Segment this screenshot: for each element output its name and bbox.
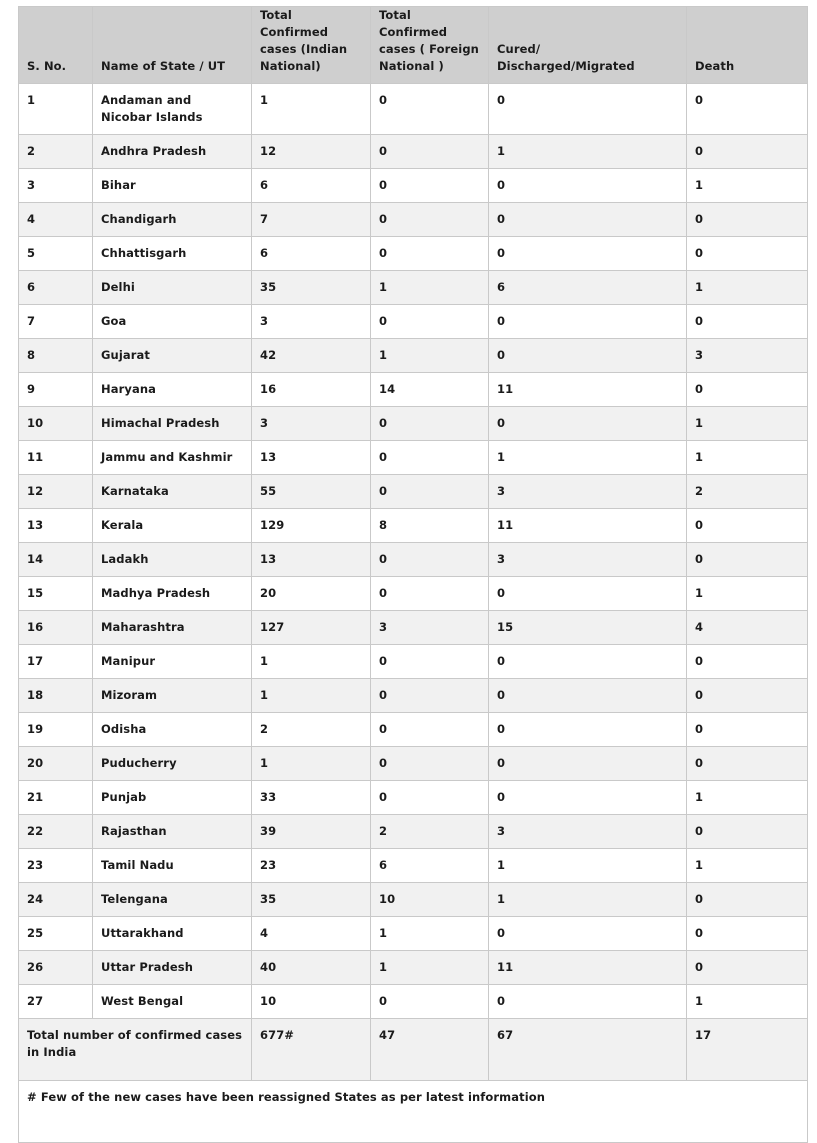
covid-state-table-container	[18, 6, 807, 1143]
cured-cell: 3	[489, 543, 687, 577]
serial-number-cell: 21	[19, 781, 93, 815]
foreign-cases-cell: 1	[371, 271, 489, 305]
total-foreign-cases: 47	[371, 1019, 489, 1081]
footnote-text: # Few of the new cases have been reassigned States as per latest information	[19, 1081, 808, 1143]
serial-number-cell: 10	[19, 407, 93, 441]
death-cell: 0	[687, 951, 808, 985]
indian-cases-cell: 1	[252, 84, 371, 135]
cured-cell: 3	[489, 815, 687, 849]
table-row	[19, 951, 808, 985]
state-name-cell: Maharashtra	[93, 611, 252, 645]
cured-cell: 0	[489, 747, 687, 781]
foreign-cases-cell: 0	[371, 407, 489, 441]
table-row	[19, 441, 808, 475]
table-row	[19, 135, 808, 169]
serial-number-cell: 20	[19, 747, 93, 781]
cured-cell: 0	[489, 305, 687, 339]
death-cell: 0	[687, 543, 808, 577]
serial-number-cell: 11	[19, 441, 93, 475]
death-cell: 1	[687, 407, 808, 441]
death-cell: 1	[687, 577, 808, 611]
state-name-cell: Jammu and Kashmir	[93, 441, 252, 475]
cured-cell: 6	[489, 271, 687, 305]
cured-cell: 0	[489, 339, 687, 373]
foreign-cases-cell: 0	[371, 577, 489, 611]
table-row	[19, 475, 808, 509]
cured-cell: 3	[489, 475, 687, 509]
serial-number-cell: 14	[19, 543, 93, 577]
cured-cell: 0	[489, 985, 687, 1019]
foreign-cases-cell: 0	[371, 645, 489, 679]
table-row	[19, 849, 808, 883]
foreign-cases-cell: 0	[371, 203, 489, 237]
death-cell: 0	[687, 917, 808, 951]
state-name-cell: Goa	[93, 305, 252, 339]
cured-cell: 0	[489, 84, 687, 135]
indian-cases-cell: 3	[252, 305, 371, 339]
state-name-cell: Chandigarh	[93, 203, 252, 237]
table-row	[19, 305, 808, 339]
state-name-cell: Bihar	[93, 169, 252, 203]
serial-number-cell: 12	[19, 475, 93, 509]
table-row	[19, 883, 808, 917]
cured-cell: 0	[489, 781, 687, 815]
death-cell: 0	[687, 305, 808, 339]
foreign-cases-cell: 14	[371, 373, 489, 407]
foreign-cases-cell: 8	[371, 509, 489, 543]
cured-cell: 11	[489, 509, 687, 543]
table-row	[19, 237, 808, 271]
serial-number-cell: 27	[19, 985, 93, 1019]
serial-number-cell: 16	[19, 611, 93, 645]
death-cell: 2	[687, 475, 808, 509]
cured-cell: 0	[489, 679, 687, 713]
cured-cell: 0	[489, 645, 687, 679]
table-row	[19, 781, 808, 815]
table-row	[19, 917, 808, 951]
cured-cell: 1	[489, 849, 687, 883]
covid-state-table	[18, 6, 808, 1143]
cured-cell: 0	[489, 713, 687, 747]
death-cell: 1	[687, 169, 808, 203]
cured-cell: 11	[489, 951, 687, 985]
state-name-cell: Uttar Pradesh	[93, 951, 252, 985]
foreign-cases-cell: 0	[371, 747, 489, 781]
foreign-cases-cell: 1	[371, 951, 489, 985]
cured-cell: 0	[489, 577, 687, 611]
indian-cases-cell: 2	[252, 713, 371, 747]
foreign-cases-cell: 0	[371, 305, 489, 339]
indian-cases-cell: 3	[252, 407, 371, 441]
cured-cell: 1	[489, 135, 687, 169]
death-cell: 0	[687, 373, 808, 407]
state-name-cell: Uttarakhand	[93, 917, 252, 951]
serial-number-cell: 15	[19, 577, 93, 611]
foreign-cases-cell: 0	[371, 237, 489, 271]
total-row	[19, 1019, 808, 1081]
state-name-cell: Himachal Pradesh	[93, 407, 252, 441]
state-name-cell: Mizoram	[93, 679, 252, 713]
state-name-cell: Telengana	[93, 883, 252, 917]
header-cured: Cured/ Discharged/Migrated	[489, 7, 687, 84]
table-body	[19, 84, 808, 1143]
serial-number-cell: 17	[19, 645, 93, 679]
state-name-cell: Kerala	[93, 509, 252, 543]
state-name-cell: West Bengal	[93, 985, 252, 1019]
serial-number-cell: 18	[19, 679, 93, 713]
serial-number-cell: 2	[19, 135, 93, 169]
foreign-cases-cell: 0	[371, 679, 489, 713]
state-name-cell: Karnataka	[93, 475, 252, 509]
death-cell: 0	[687, 645, 808, 679]
death-cell: 0	[687, 815, 808, 849]
indian-cases-cell: 55	[252, 475, 371, 509]
state-name-cell: Gujarat	[93, 339, 252, 373]
serial-number-cell: 1	[19, 84, 93, 135]
cured-cell: 1	[489, 883, 687, 917]
state-name-cell: Andaman and Nicobar Islands	[93, 84, 252, 135]
cured-cell: 1	[489, 441, 687, 475]
indian-cases-cell: 1	[252, 679, 371, 713]
serial-number-cell: 4	[19, 203, 93, 237]
foreign-cases-cell: 0	[371, 135, 489, 169]
foreign-cases-cell: 0	[371, 985, 489, 1019]
indian-cases-cell: 1	[252, 747, 371, 781]
death-cell: 0	[687, 203, 808, 237]
serial-number-cell: 25	[19, 917, 93, 951]
table-row	[19, 271, 808, 305]
total-indian-cases: 677#	[252, 1019, 371, 1081]
foreign-cases-cell: 1	[371, 339, 489, 373]
indian-cases-cell: 16	[252, 373, 371, 407]
state-name-cell: Odisha	[93, 713, 252, 747]
death-cell: 0	[687, 237, 808, 271]
serial-number-cell: 6	[19, 271, 93, 305]
serial-number-cell: 22	[19, 815, 93, 849]
table-row	[19, 373, 808, 407]
indian-cases-cell: 40	[252, 951, 371, 985]
serial-number-cell: 7	[19, 305, 93, 339]
serial-number-cell: 13	[19, 509, 93, 543]
state-name-cell: Andhra Pradesh	[93, 135, 252, 169]
foreign-cases-cell: 10	[371, 883, 489, 917]
death-cell: 0	[687, 84, 808, 135]
header-foreign-cases: Total Confirmed cases ( Foreign National )	[371, 7, 489, 84]
state-name-cell: Haryana	[93, 373, 252, 407]
indian-cases-cell: 1	[252, 645, 371, 679]
state-name-cell: Delhi	[93, 271, 252, 305]
foreign-cases-cell: 0	[371, 543, 489, 577]
cured-cell: 15	[489, 611, 687, 645]
table-row	[19, 169, 808, 203]
indian-cases-cell: 4	[252, 917, 371, 951]
serial-number-cell: 3	[19, 169, 93, 203]
indian-cases-cell: 23	[252, 849, 371, 883]
cured-cell: 11	[489, 373, 687, 407]
header-indian-cases: Total Confirmed cases (Indian National)	[252, 7, 371, 84]
table-row	[19, 611, 808, 645]
indian-cases-cell: 10	[252, 985, 371, 1019]
serial-number-cell: 23	[19, 849, 93, 883]
foreign-cases-cell: 3	[371, 611, 489, 645]
death-cell: 0	[687, 883, 808, 917]
indian-cases-cell: 7	[252, 203, 371, 237]
state-name-cell: Tamil Nadu	[93, 849, 252, 883]
foreign-cases-cell: 0	[371, 475, 489, 509]
indian-cases-cell: 12	[252, 135, 371, 169]
table-row	[19, 645, 808, 679]
death-cell: 0	[687, 747, 808, 781]
indian-cases-cell: 127	[252, 611, 371, 645]
table-header-row	[19, 7, 808, 84]
foreign-cases-cell: 0	[371, 781, 489, 815]
indian-cases-cell: 6	[252, 237, 371, 271]
foreign-cases-cell: 0	[371, 441, 489, 475]
serial-number-cell: 26	[19, 951, 93, 985]
cured-cell: 0	[489, 917, 687, 951]
header-state-name: Name of State / UT	[93, 7, 252, 84]
death-cell: 0	[687, 679, 808, 713]
indian-cases-cell: 42	[252, 339, 371, 373]
death-cell: 0	[687, 509, 808, 543]
footnote-row	[19, 1081, 808, 1143]
foreign-cases-cell: 2	[371, 815, 489, 849]
cured-cell: 0	[489, 203, 687, 237]
serial-number-cell: 9	[19, 373, 93, 407]
state-name-cell: Chhattisgarh	[93, 237, 252, 271]
death-cell: 1	[687, 271, 808, 305]
death-cell: 1	[687, 985, 808, 1019]
state-name-cell: Ladakh	[93, 543, 252, 577]
death-cell: 1	[687, 441, 808, 475]
death-cell: 0	[687, 135, 808, 169]
table-row	[19, 577, 808, 611]
death-cell: 4	[687, 611, 808, 645]
cured-cell: 0	[489, 407, 687, 441]
total-death: 17	[687, 1019, 808, 1081]
state-name-cell: Punjab	[93, 781, 252, 815]
foreign-cases-cell: 0	[371, 169, 489, 203]
foreign-cases-cell: 1	[371, 917, 489, 951]
indian-cases-cell: 35	[252, 883, 371, 917]
cured-cell: 0	[489, 237, 687, 271]
table-row	[19, 679, 808, 713]
indian-cases-cell: 39	[252, 815, 371, 849]
state-name-cell: Manipur	[93, 645, 252, 679]
table-row	[19, 407, 808, 441]
indian-cases-cell: 13	[252, 543, 371, 577]
serial-number-cell: 5	[19, 237, 93, 271]
foreign-cases-cell: 0	[371, 713, 489, 747]
state-name-cell: Madhya Pradesh	[93, 577, 252, 611]
table-row	[19, 84, 808, 135]
foreign-cases-cell: 0	[371, 84, 489, 135]
table-row	[19, 339, 808, 373]
indian-cases-cell: 20	[252, 577, 371, 611]
table-row	[19, 815, 808, 849]
header-death: Death	[687, 7, 808, 84]
table-row	[19, 985, 808, 1019]
indian-cases-cell: 6	[252, 169, 371, 203]
table-row	[19, 543, 808, 577]
serial-number-cell: 24	[19, 883, 93, 917]
death-cell: 1	[687, 781, 808, 815]
foreign-cases-cell: 6	[371, 849, 489, 883]
cured-cell: 0	[489, 169, 687, 203]
indian-cases-cell: 129	[252, 509, 371, 543]
serial-number-cell: 8	[19, 339, 93, 373]
death-cell: 1	[687, 849, 808, 883]
indian-cases-cell: 33	[252, 781, 371, 815]
indian-cases-cell: 35	[252, 271, 371, 305]
table-row	[19, 509, 808, 543]
total-cured: 67	[489, 1019, 687, 1081]
indian-cases-cell: 13	[252, 441, 371, 475]
header-serial-number: S. No.	[19, 7, 93, 84]
serial-number-cell: 19	[19, 713, 93, 747]
total-label: Total number of confirmed cases in India	[19, 1019, 252, 1081]
death-cell: 3	[687, 339, 808, 373]
table-row	[19, 203, 808, 237]
table-row	[19, 713, 808, 747]
state-name-cell: Rajasthan	[93, 815, 252, 849]
table-row	[19, 747, 808, 781]
state-name-cell: Puducherry	[93, 747, 252, 781]
death-cell: 0	[687, 713, 808, 747]
